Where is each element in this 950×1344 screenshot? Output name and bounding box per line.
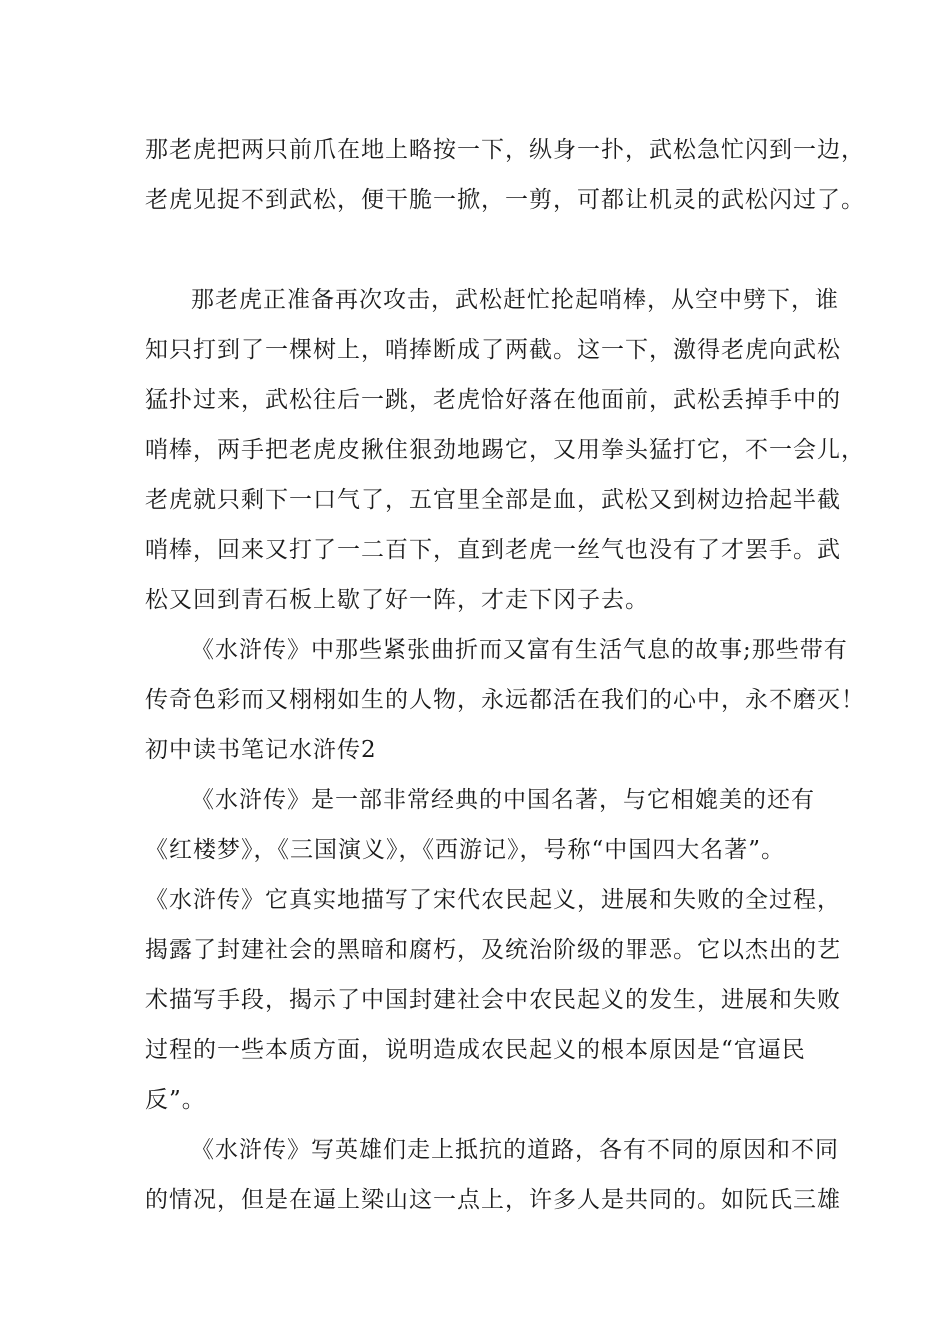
text-line: 《水浒传》写英雄们走上抵抗的道路，各有不同的原因和不同 (191, 1137, 839, 1163)
text-line: 传奇色彩而又栩栩如生的人物，永远都活在我们的心中，永不磨灭！ (145, 687, 865, 713)
text-line: 揭露了封建社会的黑暗和腐朽，及统治阶级的罪恶。它以杰出的艺 (145, 937, 841, 963)
text-line: 老虎就只剩下一口气了，五官里全部是血，武松又到树边拾起半截 (145, 487, 841, 513)
text-line: 术描写手段，揭示了中国封建社会中农民起义的发生，进展和失败 (145, 987, 841, 1013)
text-line: 哨棒，两手把老虎皮揪住狠劲地踢它，又用拳头猛打它，不一会儿， (145, 437, 865, 463)
paragraph-tiger-attack (145, 125, 865, 225)
text-line: 松又回到青石板上歇了好一阵，才走下冈子去。 (145, 587, 649, 613)
text-line: 那老虎正准备再次攻击，武松赶忙抡起哨棒，从空中劈下，谁 (191, 287, 839, 313)
paragraph-wusong-fight (145, 275, 865, 1225)
text-line: 的情况，但是在逼上梁山这一点上，许多人是共同的。如阮氏三雄 (145, 1187, 841, 1213)
text-line: 过程的一些本质方面，说明造成农民起义的根本原因是“官逼民 (145, 1037, 806, 1063)
text-line: 《水浒传》是一部非常经典的中国名著，与它相媲美的还有 (191, 787, 815, 813)
text-line: 猛扑过来，武松往后一跳，老虎恰好落在他面前，武松丢掉手中的 (145, 387, 841, 413)
text-line: 《水浒传》中那些紧张曲折而又富有生活气息的故事;那些带有 (191, 637, 848, 663)
text-line: 《水浒传》它真实地描写了宋代农民起义，进展和失败的全过程， (145, 887, 841, 913)
text-line: 那老虎把两只前爪在地上略按一下，纵身一扑，武松急忙闪到一边， (145, 137, 865, 163)
text-line: 《红楼梦》，《三国演义》，《西游记》，号称“中国四大名著”。 (145, 837, 786, 863)
text-line: 哨棒，回来又打了一二百下，直到老虎一丝气也没有了才罢手。武 (145, 537, 841, 563)
section-heading: 初中读书笔记水浒传2 (145, 737, 377, 763)
text-line: 反”。 (145, 1087, 206, 1113)
text-line: 知只打到了一棵树上，哨捧断成了两截。这一下，激得老虎向武松 (145, 337, 841, 363)
text-line: 老虎见捉不到武松，便干脆一掀，一剪，可都让机灵的武松闪过了。 (145, 187, 865, 213)
